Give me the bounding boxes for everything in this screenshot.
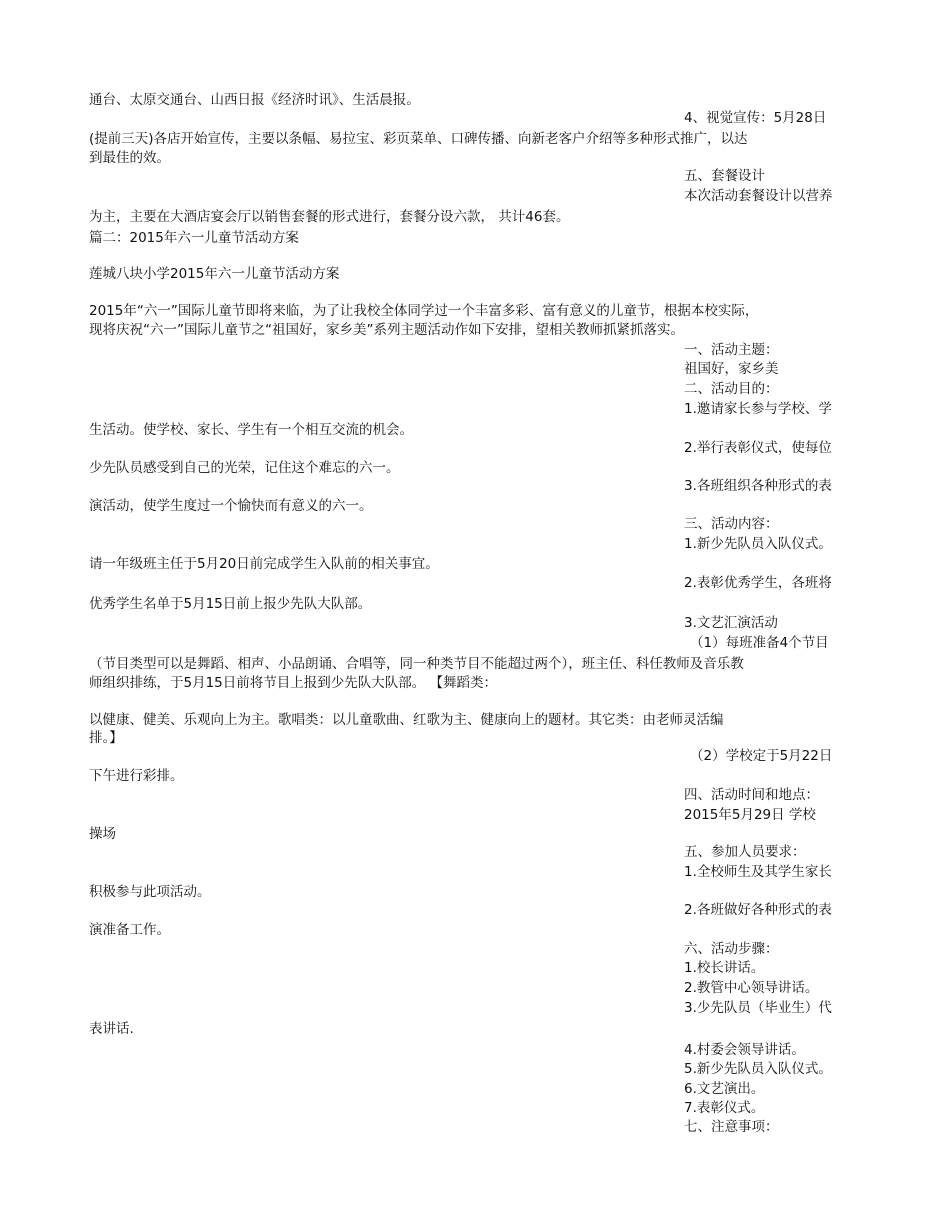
text-line: 2015年“六一”国际儿童节即将来临，为了让我校全体同学过一个丰富多彩、富有意义的儿童节，根据本校实际， [89,303,759,319]
text-line: 演活动，使学生度过一个愉快而有意义的六一。 [89,498,373,514]
text-line: （1）每班准备4个节目 [690,635,829,651]
text-line: 为主，主要在大酒店宴会厅以销售套餐的形式进行，套餐分设六款， 共计46套。 [89,209,570,225]
section-heading: 五、参加人员要求： [684,844,806,860]
text-line: 操场 [89,826,116,842]
text-line: 排。】 [89,730,123,746]
section-heading: 六、活动步骤： [684,941,779,957]
text-line: 下午进行彩排。 [89,768,184,784]
text-line: 2.表彰优秀学生，各班将 [684,575,832,591]
section-heading: 七、注意事项： [684,1119,779,1135]
text-line: （节目类型可以是舞蹈、相声、小品朗诵、合唱等，同一种类节目不能超过两个），班主任、科任教师及音乐教 [89,656,744,672]
text-line: 以健康、健美、乐观向上为主。歌唱类：以儿童歌曲、红歌为主、健康向上的题材。其它类：由老师灵活编 [89,712,724,728]
text-line: 1.邀请家长参与学校、学 [684,401,832,417]
section-heading: 一、活动主题： [684,342,779,358]
list-item: 2.教管中心领导讲话。 [684,980,819,996]
text-line: 到最佳的效。 [89,150,170,166]
text-line: 现将庆祝“六一”国际儿童节之“祖国好，家乡美”系列主题活动作如下安排，望相关教师抓紧抓落实。 [89,322,684,338]
text-line: 3.文艺汇演活动 [684,615,778,631]
text-line: 1.新少先队员入队仪式。 [684,536,832,552]
list-item: 4.村委会领导讲话。 [684,1042,805,1058]
section-heading: 三、活动内容： [684,516,779,532]
text-line: 本次活动套餐设计以营养 [684,188,833,204]
section-heading: 五、套餐设计 [684,168,765,184]
text-line: 优秀学生名单于5月15日前上报少先队大队部。 [89,596,372,612]
section-heading: 四、活动时间和地点： [684,787,819,803]
list-item: 5.新少先队员入队仪式。 [684,1061,832,1077]
text-line: 祖国好，家乡美 [684,361,779,377]
text-line: 1.全校师生及其学生家长 [684,864,832,880]
text-line: 3.各班组织各种形式的表 [684,478,832,494]
list-item: 7.表彰仪式。 [684,1100,765,1116]
text-line: 表讲话. [89,1021,134,1037]
document-title: 莲城八块小学2015年六一儿童节活动方案 [89,266,340,282]
text-line: 4、视觉宣传：5月28日 [684,110,827,126]
article-title: 篇二：2015年六一儿童节活动方案 [89,230,299,246]
text-line: 2.各班做好各种形式的表 [684,902,832,918]
list-item: 6.文艺演出。 [684,1081,765,1097]
text-line: 通台、太原交通台、山西日报《经济时讯》、生活晨报。 [89,92,420,108]
list-item: 1.校长讲话。 [684,960,765,976]
text-line: 师组织排练，于5月15日前将节目上报到少先队大队部。 【舞蹈类： [89,675,498,691]
text-line: （2）学校定于5月22日 [690,748,833,764]
text-line: 演准备工作。 [89,922,170,938]
text-line: 少先队员感受到自己的光荣，记住这个难忘的六一。 [89,460,400,476]
text-line: 2015年5月29日 学校 [684,807,816,823]
section-heading: 二、活动目的： [684,381,779,397]
text-line: (提前三天)各店开始宣传，主要以条幅、易拉宝、彩页菜单、口碑传播、向新老客户介绍等多种形式推广，以达 [89,131,748,147]
text-line: 积极参与此项活动。 [89,884,211,900]
text-line: 2.举行表彰仪式，使每位 [684,440,832,456]
text-line: 请一年级班主任于5月20日前完成学生入队前的相关事宜。 [89,556,439,572]
list-item: 3.少先队员（毕业生）代 [684,1000,832,1016]
text-line: 生活动。使学校、家长、学生有一个相互交流的机会。 [89,422,413,438]
